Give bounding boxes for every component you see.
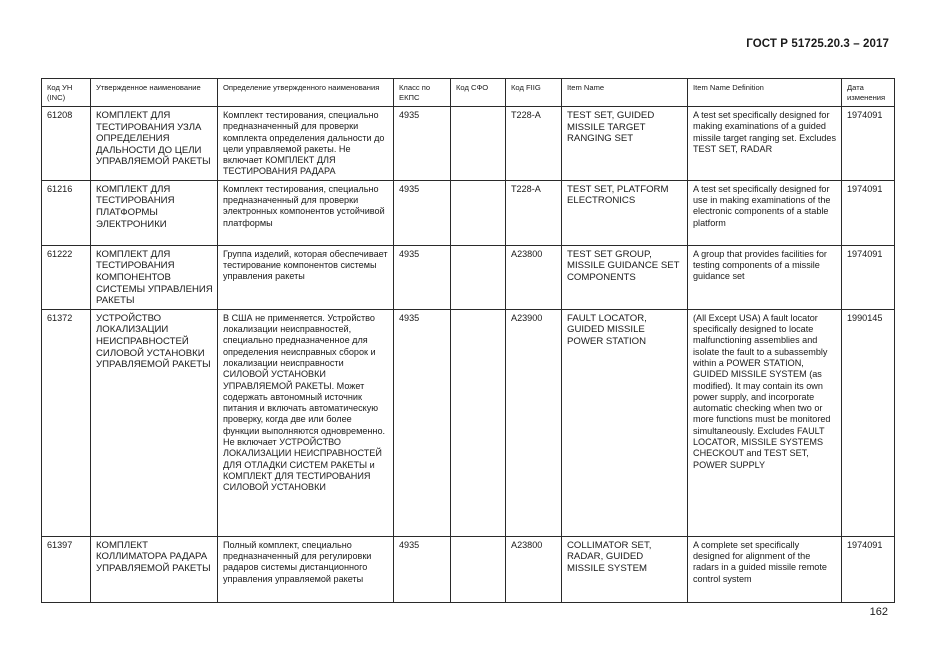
cell-name: КОМПЛЕКТ ДЛЯ ТЕСТИРОВАНИЯ УЗЛА ОПРЕДЕЛЕНИЯ ДАЛЬНОСТИ ДО ЦЕЛИ УПРАВЛЯЕМОЙ РАКЕТЫ [91,107,218,181]
cell-item-definition: A group that provides facilities for testing components of a missile guidance set [688,245,842,309]
cell-fiig: T228-A [506,107,562,181]
cell-definition: Комплект тестирования, специально предназначенный для проверки электронных компонентов устойчивой платформы [218,180,394,245]
cell-inc: 61222 [42,245,91,309]
cell-name: КОМПЛЕКТ КОЛЛИМАТОРА РАДАРА УПРАВЛЯЕМОЙ РАКЕТЫ [91,536,218,602]
cell-class: 4935 [394,107,451,181]
cell-item-name: TEST SET, PLATFORM ELECTRONICS [562,180,688,245]
cell-inc: 61397 [42,536,91,602]
column-header-item-name: Item Name [562,79,688,107]
column-header-definition: Определение утвержденного наименования [218,79,394,107]
cell-sfo [451,309,506,536]
table-row [42,180,895,245]
cell-inc: 61216 [42,180,91,245]
table-row [42,245,895,309]
column-header-class: Класс по ЕКПС [394,79,451,107]
document-header: ГОСТ Р 51725.20.3 – 2017 [746,38,889,50]
table-row [42,107,895,181]
cell-date: 1990145 [842,309,895,536]
page-number: 162 [869,606,888,618]
column-header-item-definition: Item Name Definition [688,79,842,107]
cell-class: 4935 [394,536,451,602]
cell-item-definition: A complete set specifically designed for alignment of the radars in a guided missile remote control system [688,536,842,602]
cell-definition: Группа изделий, которая обеспечивает тестирование компонентов системы управления ракеты [218,245,394,309]
table-row [42,536,895,602]
cell-date: 1974091 [842,180,895,245]
cell-item-name: FAULT LOCATOR, GUIDED MISSILE POWER STATION [562,309,688,536]
cell-item-name: TEST SET, GUIDED MISSILE TARGET RANGING SET [562,107,688,181]
cell-date: 1974091 [842,536,895,602]
cell-class: 4935 [394,245,451,309]
cell-inc: 61372 [42,309,91,536]
cell-class: 4935 [394,309,451,536]
cell-sfo [451,245,506,309]
items-table [41,78,895,603]
cell-item-name: COLLIMATOR SET, RADAR, GUIDED MISSILE SYSTEM [562,536,688,602]
cell-sfo [451,107,506,181]
cell-date: 1974091 [842,245,895,309]
cell-item-name: TEST SET GROUP, MISSILE GUIDANCE SET COMPONENTS [562,245,688,309]
cell-inc: 61208 [42,107,91,181]
cell-item-definition: A test set specifically designed for use in making examinations of the electronic components of a stable platform [688,180,842,245]
cell-item-definition: (All Except USA) A fault locator specifically designed to locate malfunctioning assemblies and isolate the fault to a subassembly within a POWER STATION, GUIDED MISSILE SYSTEM (as modified). It may contain its own power supply, and incorporate automatic checking when two or more functions must be monitored simultaneously. Excludes FAULT LOCATOR, MISSILE SYSTEMS CHECKOUT and TEST SET, POWER SUPPLY [688,309,842,536]
cell-fiig: A23800 [506,536,562,602]
cell-definition: В США не применяется. Устройство локализации неисправностей, специально предназначенное для определения неисправных сборок и локализации неисправности СИЛОВОЙ УСТАНОВКИ УПРАВЛЯЕМОЙ РАКЕТЫ. Может содержать автономный источник питания и включать автоматическую проверку, когда две или более функции выполняются одновременно. Не включает УСТРОЙСТВО ЛОКАЛИЗАЦИИ НЕИСПРАВНОСТЕЙ ДЛЯ ОТЛАДКИ СИСТЕМ РАКЕТЫ и КОМПЛЕКТ ДЛЯ ТЕСТИРОВАНИЯ СИЛОВОЙ УСТАНОВКИ [218,309,394,536]
table-row [42,309,895,536]
column-header-inc: Код УН (INC) [42,79,91,107]
column-header-date: Дата изменения [842,79,895,107]
column-header-sfo: Код СФО [451,79,506,107]
table-header-row [42,79,895,107]
column-header-fiig: Код FIIG [506,79,562,107]
column-header-name: Утвержденное наименование [91,79,218,107]
cell-name: КОМПЛЕКТ ДЛЯ ТЕСТИРОВАНИЯ ПЛАТФОРМЫ ЭЛЕКТРОНИКИ [91,180,218,245]
cell-fiig: A23800 [506,245,562,309]
cell-date: 1974091 [842,107,895,181]
cell-name: УСТРОЙСТВО ЛОКАЛИЗАЦИИ НЕИСПРАВНОСТЕЙ СИЛОВОЙ УСТАНОВКИ УПРАВЛЯЕМОЙ РАКЕТЫ [91,309,218,536]
cell-sfo [451,536,506,602]
cell-item-definition: A test set specifically designed for making examinations of a guided missile target ranging set. Excludes TEST SET, RADAR [688,107,842,181]
cell-definition: Полный комплект, специально предназначенный для регулировки радаров системы дистанционного управления управляемой ракеты [218,536,394,602]
cell-sfo [451,180,506,245]
cell-class: 4935 [394,180,451,245]
cell-fiig: A23900 [506,309,562,536]
cell-name: КОМПЛЕКТ ДЛЯ ТЕСТИРОВАНИЯ КОМПОНЕНТОВ СИСТЕМЫ УПРАВЛЕНИЯ РАКЕТЫ [91,245,218,309]
cell-fiig: T228-A [506,180,562,245]
cell-definition: Комплект тестирования, специально предназначенный для проверки комплекта определения дальности до цели управляемой ракеты. Не включает КОМПЛЕКТ ДЛЯ ТЕСТИРОВАНИЯ РАДАРА [218,107,394,181]
